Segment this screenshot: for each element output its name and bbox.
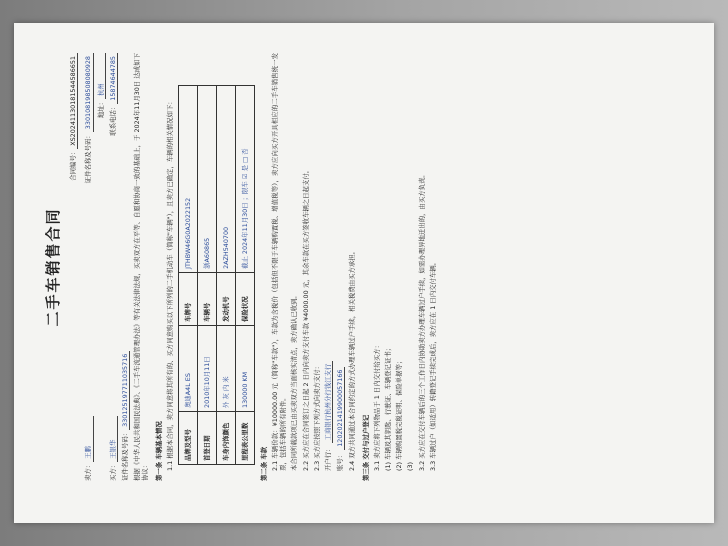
clause-2-4: 2.4 双方共同通过本合同约定的方式办理车辆过户手续，相关税费由买方承担。 bbox=[348, 247, 357, 471]
table-value: 130000 KM bbox=[235, 325, 254, 411]
seller-addr-row bbox=[97, 53, 106, 481]
table-key: 车身内饰颜色 bbox=[216, 412, 235, 465]
account-row bbox=[336, 53, 345, 481]
contract-number bbox=[69, 53, 78, 481]
table-key: 里程表公里数 bbox=[235, 412, 254, 465]
table-key: 车牌号 bbox=[178, 272, 197, 325]
buyer-tel-label: 联系电话： bbox=[108, 103, 117, 136]
account-label: 账号： bbox=[336, 451, 345, 471]
seller-name-field bbox=[84, 416, 93, 481]
table-value: 2010年10月11日 bbox=[197, 325, 216, 411]
table-value: 外 灰 内 米 bbox=[216, 325, 235, 411]
account-value: 1202021419900057166 bbox=[336, 367, 345, 450]
buyer-id: 330125197711035716 bbox=[121, 351, 130, 430]
document-title: 二手车销售合同 bbox=[44, 207, 62, 327]
clause-3-2: 3.2 买方应在交付车辆后的三个工作日内协助卖方办理车辆过户手续，如需办理异地迁出的，由买方负责。 bbox=[417, 171, 426, 471]
table-row bbox=[178, 86, 197, 465]
bank-row bbox=[324, 53, 333, 481]
article1-title: 第一条 车辆基本情况 bbox=[154, 421, 163, 481]
buyer-id-row bbox=[121, 53, 130, 481]
clause-3-1: 3.1 卖方应将下列物品于 1 日内交付给买方： bbox=[372, 342, 381, 471]
seller-id-label: 证件名称及号码： bbox=[84, 132, 93, 184]
seller-addr: 杭州 bbox=[97, 53, 106, 99]
seller-addr-field bbox=[97, 53, 106, 118]
contract-no-label: 合同编号： bbox=[69, 148, 78, 181]
vehicle-table bbox=[178, 85, 255, 465]
seller-addr-label: 地址： bbox=[96, 99, 105, 119]
buyer-tel-field bbox=[109, 53, 118, 136]
table-value: 2AZH540700 bbox=[216, 86, 235, 273]
list-item: (1) 车辆及其钥匙、行驶证、车辆登记证书； bbox=[383, 344, 392, 471]
contract-no-value: XS20241130181544586651 bbox=[69, 53, 78, 149]
clause-2-1: 2.1 车辆价款：¥10000.00 元（简称"车款"），车款为含税价（包括但不限于车辆购置税、增值税等），卖方应向买方开具相应的二手车销售统一发票，包括车辆的所有附件。 bbox=[271, 53, 288, 471]
table-key: 车辆号 bbox=[197, 272, 216, 325]
buyer-name-field bbox=[109, 416, 118, 481]
seller-label: 卖方： bbox=[84, 461, 93, 481]
table-key: 保险状况 bbox=[235, 272, 254, 325]
table-key: 发动机号 bbox=[216, 272, 235, 325]
bank-value: 工商银行杭州分行钱江支行 bbox=[324, 361, 333, 444]
buyer-label: 买方： bbox=[108, 461, 117, 481]
table-row bbox=[197, 86, 216, 465]
clause-2-3: 2.3 买方应按照下列方式向卖方支付： bbox=[312, 362, 321, 471]
table-row bbox=[235, 86, 254, 465]
table-value: 浙A60865 bbox=[197, 86, 216, 273]
list-item: (3) bbox=[406, 461, 415, 471]
table-value: 奥迪A4L ES bbox=[178, 325, 197, 411]
article2-title: 第二条 车款 bbox=[259, 446, 268, 481]
table-key: 首登日期 bbox=[197, 412, 216, 465]
buyer-name: 王银华 bbox=[109, 416, 118, 462]
buyer-tel: 15874644785 bbox=[109, 53, 118, 104]
contract-paper bbox=[14, 23, 714, 523]
bank-label: 开户行： bbox=[324, 445, 332, 471]
table-value: 截止 2024年11月30日 ；限车 ☑ 是 □ 否 bbox=[235, 86, 254, 273]
table-key: 品牌及型号 bbox=[178, 412, 197, 465]
clause-2-1b: 本合同所载款项已由买卖双方当面核实清点，卖方确认已收到。 bbox=[290, 292, 299, 471]
preamble-text: 根据《中华人民共和国民法典》、《二手车流通管理办法》等有关法律法规，买卖双方在平等、自愿和协商一致的基础上，于 2024年11月30日 达成如下协议： bbox=[133, 53, 150, 481]
clause-2-2: 2.2 买方应在合同签订之日起 2 日内向卖方支付车款 ¥4000.00 元，其余车款在买方签收车辆之日起支付。 bbox=[301, 166, 310, 471]
buyer-row bbox=[109, 53, 118, 481]
seller-id-field bbox=[84, 53, 93, 183]
buyer-id-field bbox=[121, 351, 130, 481]
seller-name: 王鹏 bbox=[84, 416, 93, 462]
article1-clause: 1.1 根据本合同，卖方同意将其所有的、买方同意购买以下所列的二手机动车（简称"车辆"），且卖方已确定，车辆的相关情况如下： bbox=[165, 98, 174, 471]
seller-id: 330108198508080928 bbox=[84, 53, 93, 132]
clause-3-3: 3.3 车辆过户（如适用）转籍登记手续完成后，卖方应在 1 日内交付车辆。 bbox=[428, 258, 437, 471]
table-row bbox=[216, 86, 235, 465]
table-value: JTHBW46G0A2022152 bbox=[178, 86, 197, 273]
list-item: (2) 车辆购置税完税证明、保险单据等； bbox=[395, 357, 404, 471]
article3-title: 第三条 交付与过户登记 bbox=[361, 414, 370, 481]
seller-row bbox=[84, 53, 93, 481]
buyer-id-label: 证件名称及号码： bbox=[120, 429, 129, 481]
